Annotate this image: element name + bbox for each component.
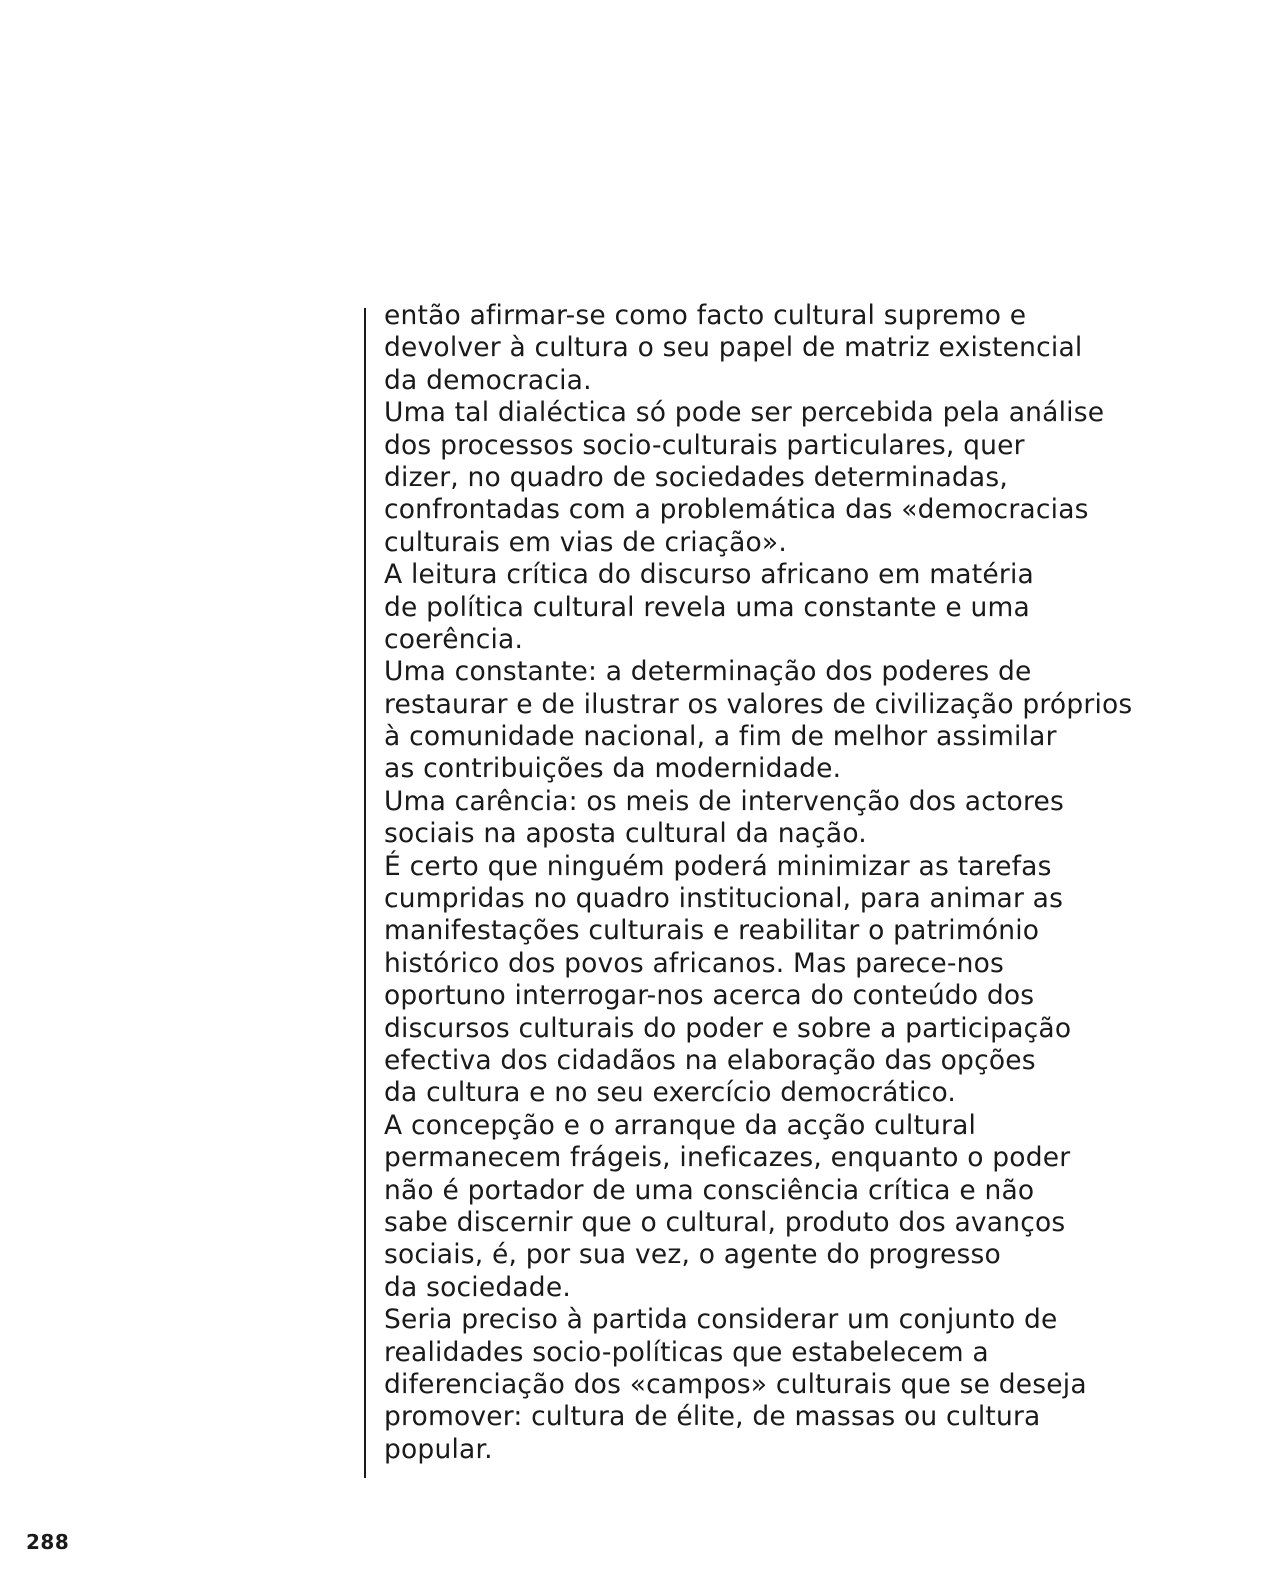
text-line: não é portador de uma consciência crítica e não (384, 1174, 1035, 1206)
text-line: dizer, no quadro de sociedades determinadas, (384, 461, 1008, 493)
text-line: discursos culturais do poder e sobre a participação (384, 1012, 1072, 1044)
text-line: sociais, é, por sua vez, o agente do progresso (384, 1239, 1001, 1271)
text-line: as contribuições da modernidade. (384, 753, 842, 785)
text-line: Seria preciso à partida considerar um conjunto de (384, 1304, 1058, 1336)
text-line: Uma tal dialéctica só pode ser percebida pela análise (384, 397, 1105, 429)
text-line: Uma constante: a determinação dos poderes de (384, 656, 1032, 688)
body-text (384, 300, 1244, 1466)
text-line: da cultura e no seu exercício democrático. (384, 1077, 957, 1109)
text-line: permanecem frágeis, ineficazes, enquanto o poder (384, 1142, 1071, 1174)
text-line: à comunidade nacional, a fim de melhor assimilar (384, 721, 1057, 753)
text-line: realidades socio-políticas que estabelecem a (384, 1336, 989, 1368)
text-line: sabe discernir que o cultural, produto dos avanços (384, 1206, 1066, 1238)
text-line: devolver à cultura o seu papel de matriz existencial (384, 332, 1083, 364)
text-line: manifestações culturais e reabilitar o património (384, 915, 1040, 947)
margin-rule (364, 308, 366, 1478)
text-line: da democracia. (384, 364, 592, 396)
text-line: restaurar e de ilustrar os valores de civilização próprios (384, 688, 1133, 720)
text-line: A leitura crítica do discurso africano em matéria (384, 559, 1034, 591)
text-line: da sociedade. (384, 1271, 571, 1303)
text-line: dos processos socio-culturais particulares, quer (384, 429, 1025, 461)
text-line: de política cultural revela uma constante e uma (384, 591, 1030, 623)
text-line: efectiva dos cidadãos na elaboração das opções (384, 1044, 1036, 1076)
text-line: confrontadas com a problemática das «democracias (384, 494, 1089, 526)
text-line: então afirmar-se como facto cultural supremo e (384, 300, 1027, 331)
text-line: diferenciação dos «campos» culturais que se deseja (384, 1368, 1087, 1400)
text-line: popular. (384, 1433, 493, 1465)
text-line: oportuno interrogar-nos acerca do conteúdo dos (384, 980, 1035, 1012)
text-line: promover: cultura de élite, de massas ou cultura (384, 1401, 1041, 1433)
text-line: sociais na aposta cultural da nação. (384, 818, 867, 850)
text-line: coerência. (384, 623, 524, 655)
text-line: cumpridas no quadro institucional, para animar as (384, 883, 1064, 915)
text-line: culturais em vias de criação». (384, 526, 787, 558)
page-number: 288 (26, 1530, 70, 1554)
text-line: histórico dos povos africanos. Mas parece-nos (384, 947, 1005, 979)
text-line: A concepção e o arranque da acção cultural (384, 1109, 977, 1141)
text-line: É certo que ninguém poderá minimizar as tarefas (384, 850, 1052, 882)
text-line: Uma carência: os meis de intervenção dos actores (384, 785, 1064, 817)
